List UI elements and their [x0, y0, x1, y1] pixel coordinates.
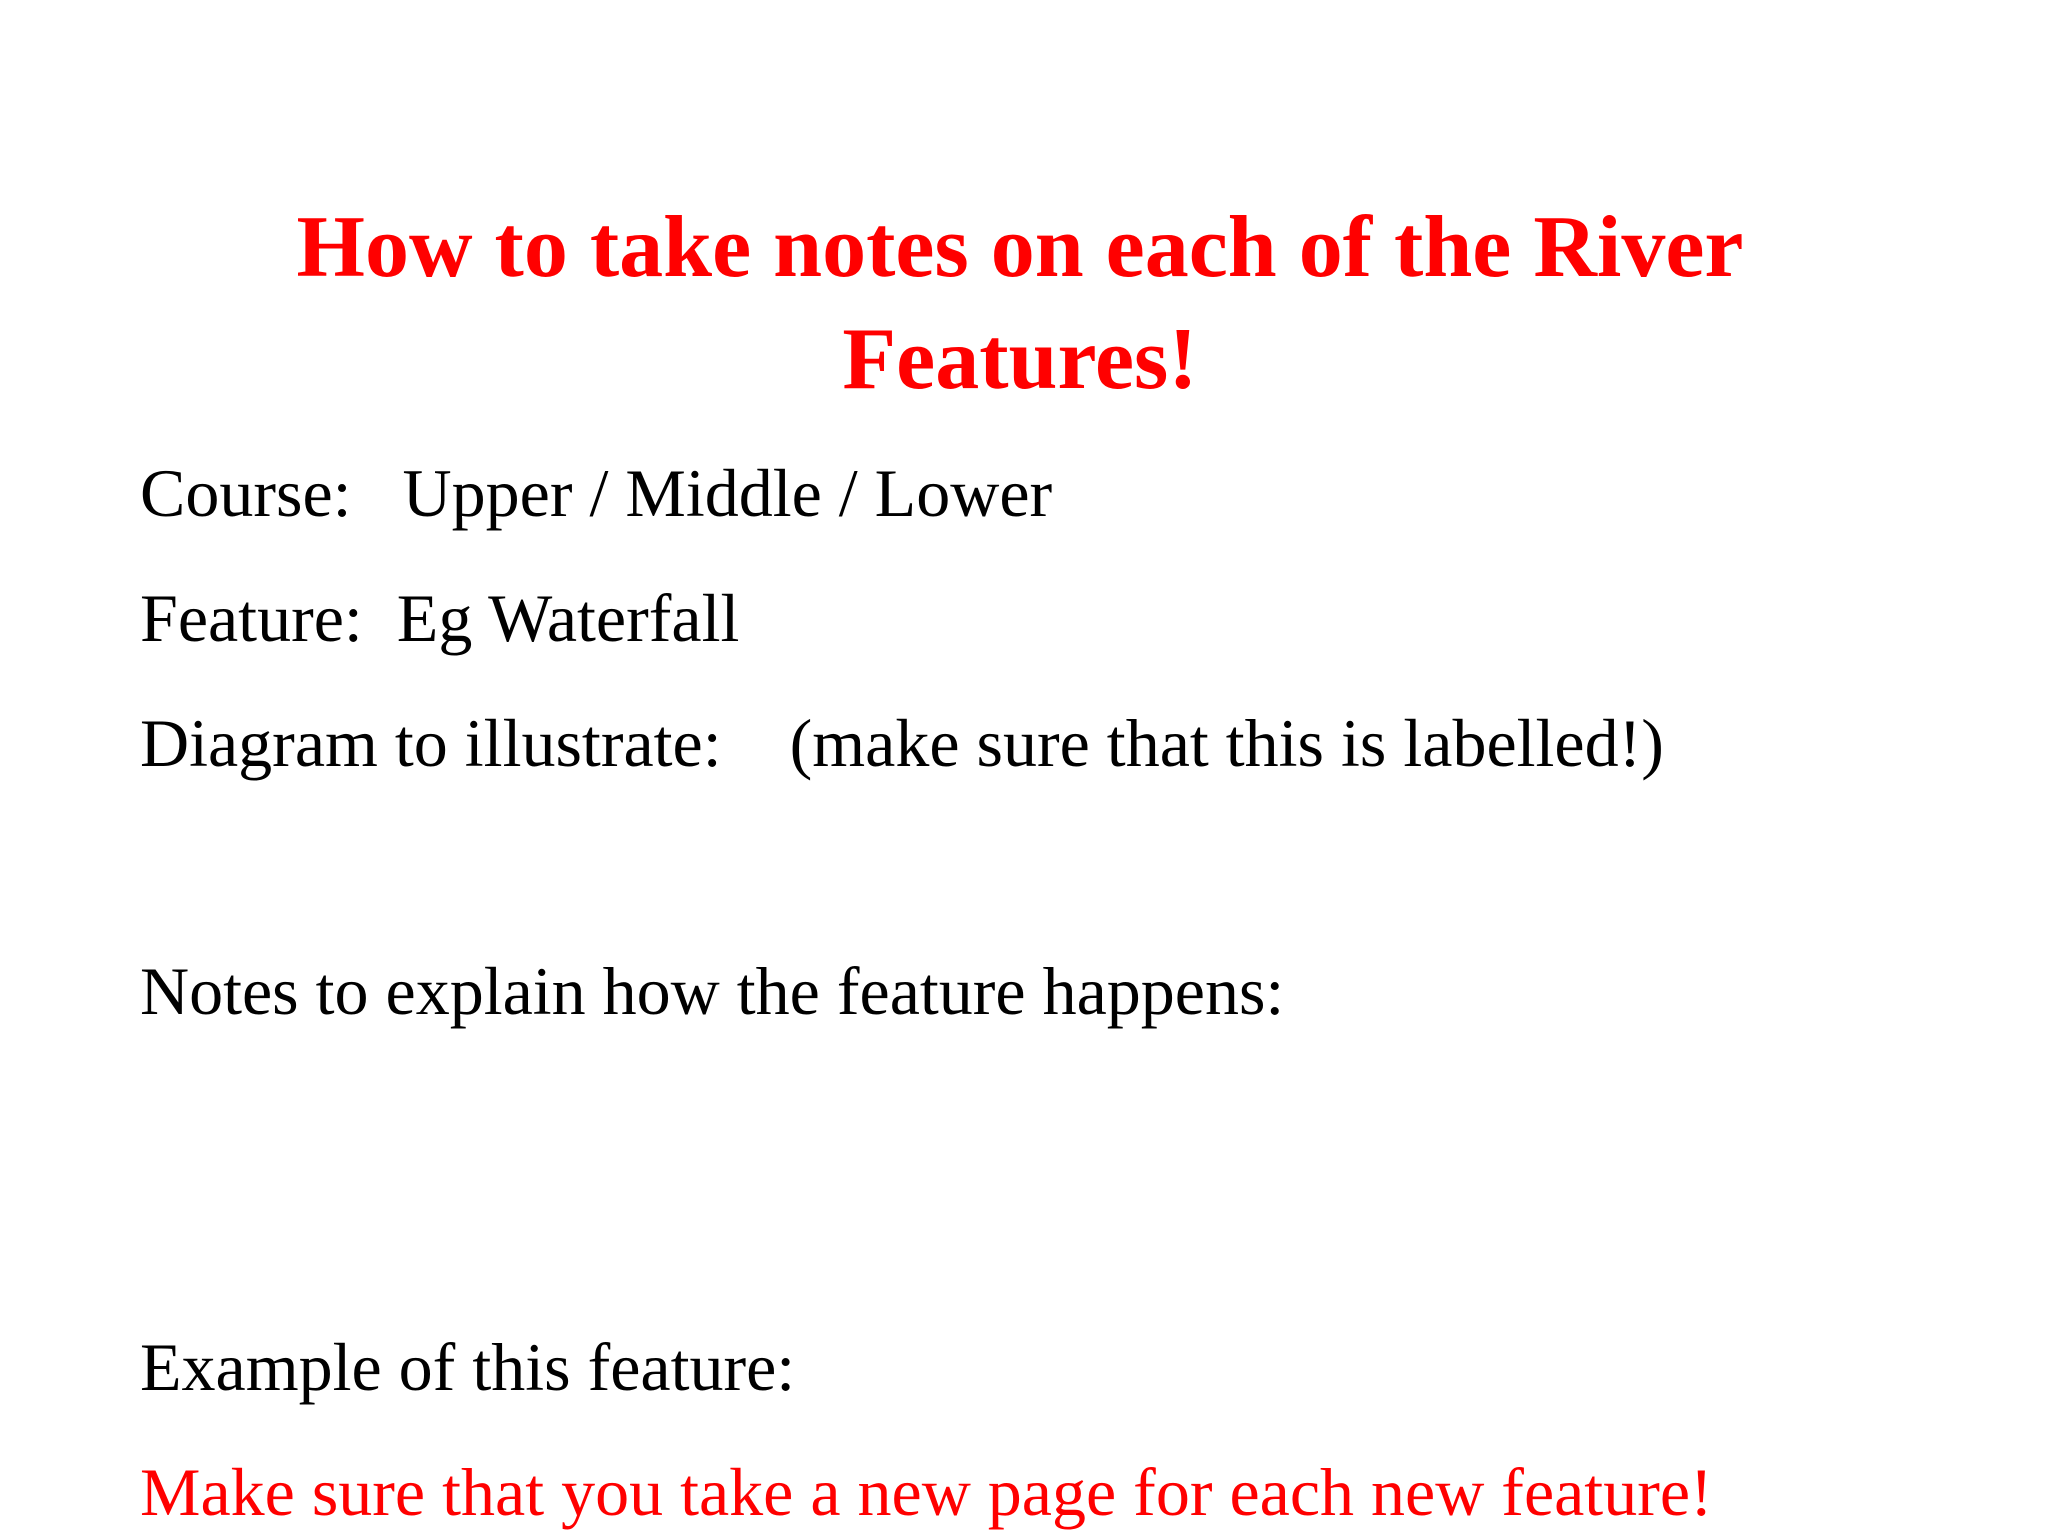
diagram-line: Diagram to illustrate: (make sure that this is labelled!): [140, 705, 1664, 781]
slide-title: How to take notes on each of the River Features!: [296, 199, 1744, 408]
notes-line: Notes to explain how the feature happens:: [140, 953, 1285, 1029]
course-line: Course: Upper / Middle / Lower: [140, 455, 1053, 531]
example-line: Example of this feature:: [140, 1329, 796, 1405]
reminder-line: Make sure that you take a new page for each new feature!: [140, 1454, 1713, 1530]
feature-line: Feature: Eg Waterfall: [140, 580, 740, 656]
